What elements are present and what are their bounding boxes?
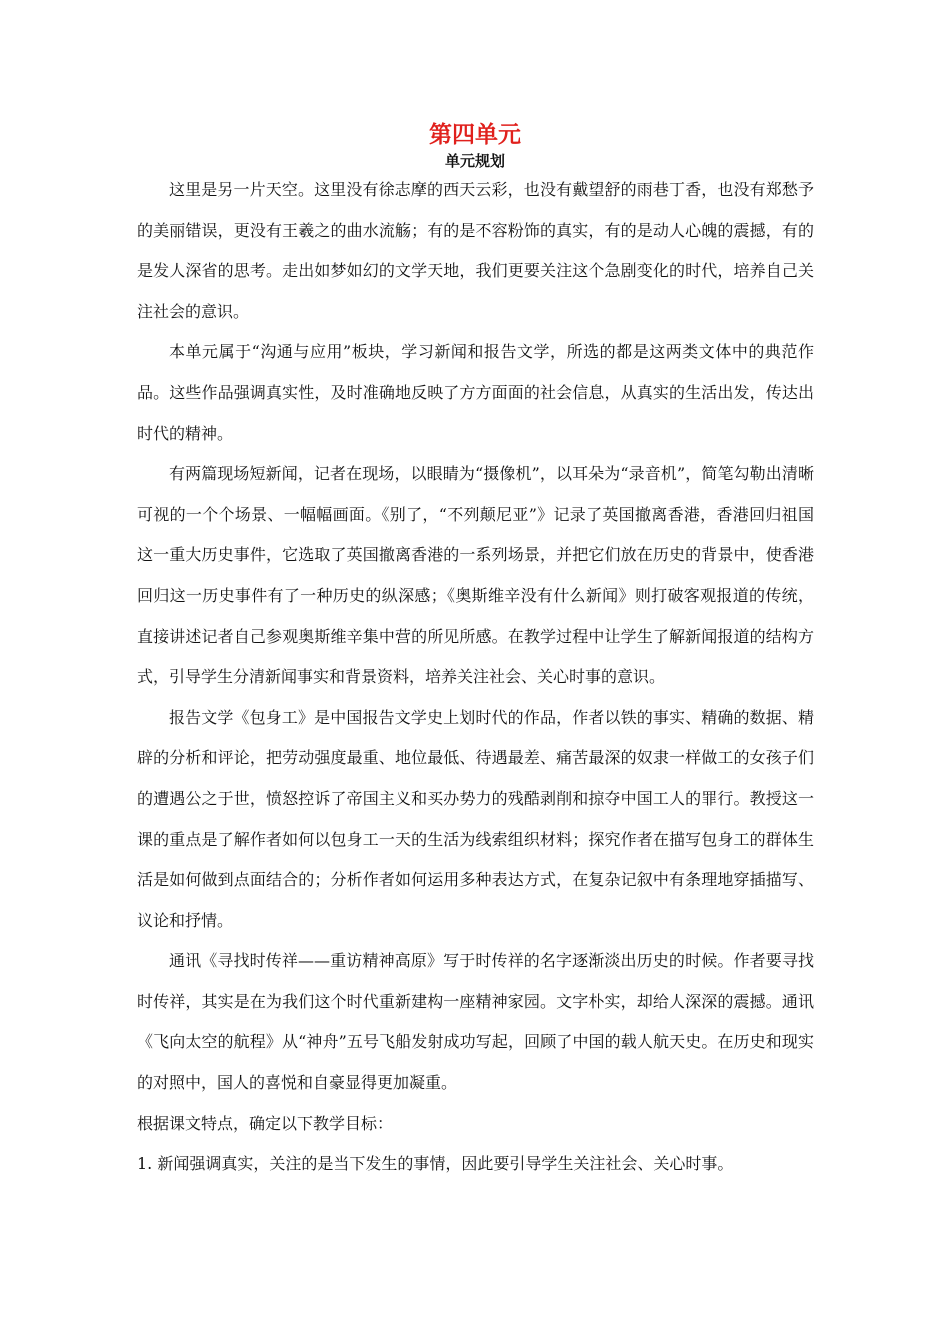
- paragraph-correspondence: 通讯《寻找时传祥——重访精神高原》写于时传祥的名字逐渐淡出历史的时候。作者要寻找时传祥，其实是在为我们这个时代重新建构一座精神家园。文字朴实，却给人深深的震撼。通讯《飞向太空的航程》从“神舟”五号飞船发射成功写起，回顾了中国的载人航天史。在历史和现实的对照中，国人的喜悦和自豪显得更加凝重。: [137, 951, 814, 1093]
- goal-item-1: 1. 新闻强调真实，关注的是当下发生的事情，因此要引导学生关注社会、关心时事。: [137, 1154, 734, 1174]
- paragraph-intro: 这里是另一片天空。这里没有徐志摩的西天云彩，也没有戴望舒的雨巷丁香，也没有郑愁予的美丽错误，更没有王羲之的曲水流觞；有的是不容粉饰的真实，有的是动人心魄的震撼，有的是发人深省的思考。走出如梦如幻的文学天地，我们更要关注这个急剧变化的时代，培养自己关注社会的意识。: [137, 180, 814, 321]
- paragraph-news: 有两篇现场短新闻，记者在现场，以眼睛为“摄像机”，以耳朵为“录音机”，简笔勾勒出清晰可视的一个个场景、一幅幅画面。《别了，“不列颠尼亚”》记录了英国撤离香港，香港回归祖国这一重大历史事件，它选取了英国撤离香港的一系列场景，并把它们放在历史的背景中，使香港回归这一历史事件有了一种历史的纵深感；《奥斯维辛没有什么新闻》则打破客观报道的传统，直接讲述记者自己参观奥斯维辛集中营的所见所感。在教学过程中让学生了解新闻报道的结构方式，引导学生分清新闻事实和背景资料，培养关注社会、关心时事的意识。: [137, 464, 814, 687]
- goals-intro: 根据课文特点，确定以下教学目标：: [137, 1113, 394, 1133]
- paragraph-unit-overview: 本单元属于“沟通与应用”板块，学习新闻和报告文学，所选的都是这两类文体中的典范作品。这些作品强调真实性，及时准确地反映了方方面面的社会信息，从真实的生活出发，传达出时代的精神。: [137, 342, 814, 443]
- unit-title: 第四单元: [429, 122, 521, 148]
- paragraph-reportage: 报告文学《包身工》是中国报告文学史上划时代的作品，作者以铁的事实、精确的数据、精辟的分析和评论，把劳动强度最重、地位最低、待遇最差、痛苦最深的奴隶一样做工的女孩子们的遭遇公之于世，愤怒控诉了帝国主义和买办势力的残酷剥削和掠夺中国工人的罪行。教授这一课的重点是了解作者如何以包身工一天的生活为线索组织材料；探究作者在描写包身工的群体生活是如何做到点面结合的；分析作者如何运用多种表达方式，在复杂记叙中有条理地穿插描写、议论和抒情。: [137, 707, 814, 930]
- unit-subtitle: 单元规划: [444, 152, 505, 170]
- document-body: [137, 170, 814, 1185]
